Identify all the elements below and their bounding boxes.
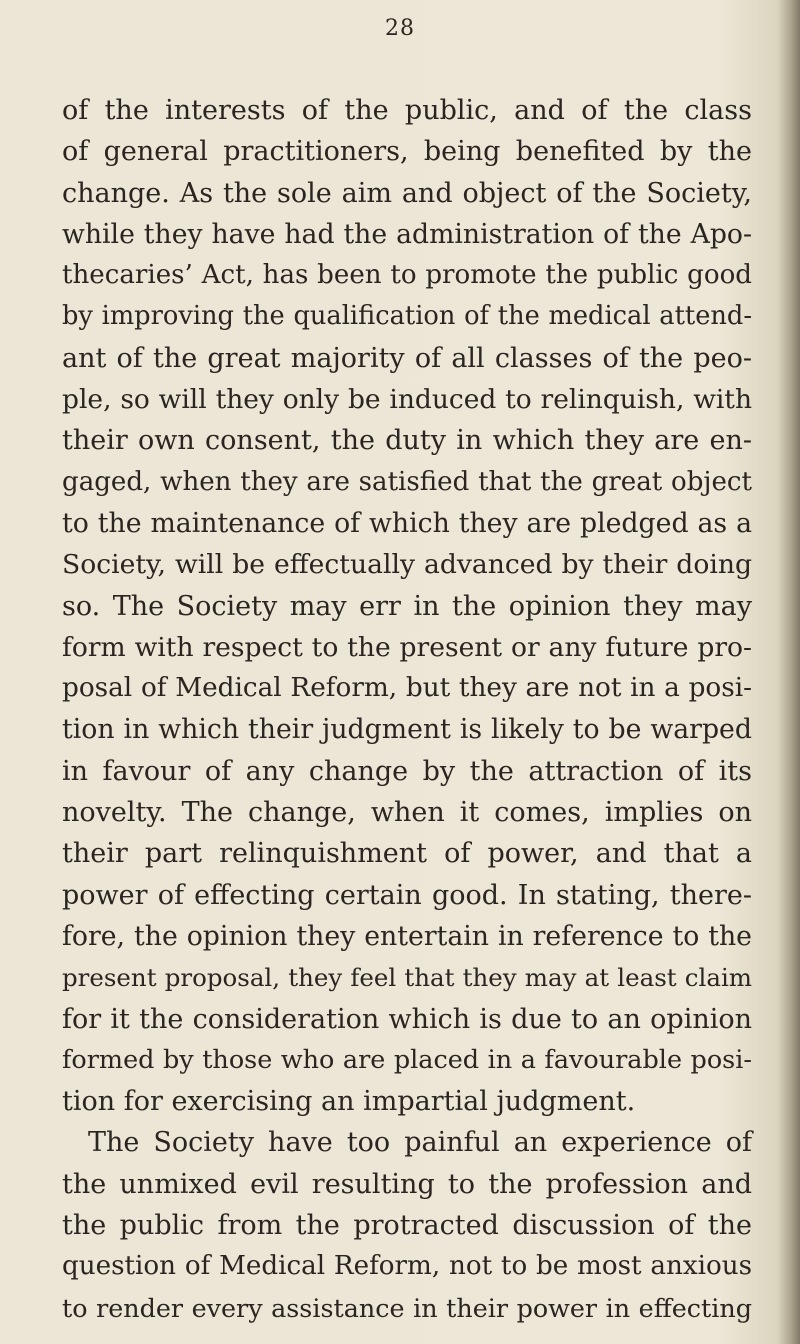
text-line: to the maintenance of which they are pledged as a (62, 507, 752, 539)
text-line: to render every assistance in their power in effecting (62, 1292, 752, 1323)
text-line: so. The Society may err in the opinion they may (62, 590, 752, 622)
text-line: thecaries’ Act, has been to promote the public good (62, 260, 752, 291)
page-edge-shadow (778, 0, 800, 1344)
text-line: present proposal, they feel that they may at least claim (62, 963, 752, 993)
text-line: ple, so will they only be induced to relinquish, with (62, 384, 752, 416)
text-line: posal of Medical Reform, but they are not in a posi- (62, 673, 752, 704)
text-line: the unmixed evil resulting to the profession and (62, 1168, 752, 1200)
text-line: novelty. The change, when it comes, implies on (62, 797, 752, 829)
text-line: formed by those who are placed in a favourable posi- (62, 1044, 752, 1075)
text-line: the public from the protracted discussion of the (62, 1210, 752, 1242)
text-line: The Society have too painful an experience of (88, 1127, 752, 1159)
text-line: change. As the sole aim and object of the Society, (62, 177, 752, 209)
text-line: gaged, when they are satisfied that the great object (62, 466, 752, 497)
text-line: by improving the qualification of the medical attend- (62, 301, 752, 332)
text-line: their own consent, the duty in which they are en- (62, 425, 752, 457)
page-number: 28 (385, 16, 415, 41)
body-text (62, 90, 752, 1329)
text-line: in favour of any change by the attraction of its (62, 755, 752, 787)
text-line: of general practitioners, being benefited by the (62, 136, 752, 168)
text-line: for it the consideration which is due to an opinion (62, 1003, 752, 1035)
text-line: tion in which their judgment is likely to be warped (62, 714, 752, 746)
text-line: fore, the opinion they entertain in reference to the (62, 920, 752, 952)
text-line: their part relinquishment of power, and that a (62, 838, 752, 870)
text-line: Society, will be effectually advanced by their doing (62, 549, 752, 581)
text-line: of the interests of the public, and of the class (62, 95, 752, 126)
text-line: question of Medical Reform, not to be most anxious (62, 1251, 752, 1282)
text-line: ant of the great majority of all classes of the peo- (62, 342, 752, 374)
text-line: tion for exercising an impartial judgment. (62, 1086, 636, 1118)
text-line: power of effecting certain good. In stating, there- (62, 879, 752, 911)
text-line: form with respect to the present or any future pro- (62, 631, 752, 663)
text-line: while they have had the administration of the Apo- (62, 218, 752, 250)
